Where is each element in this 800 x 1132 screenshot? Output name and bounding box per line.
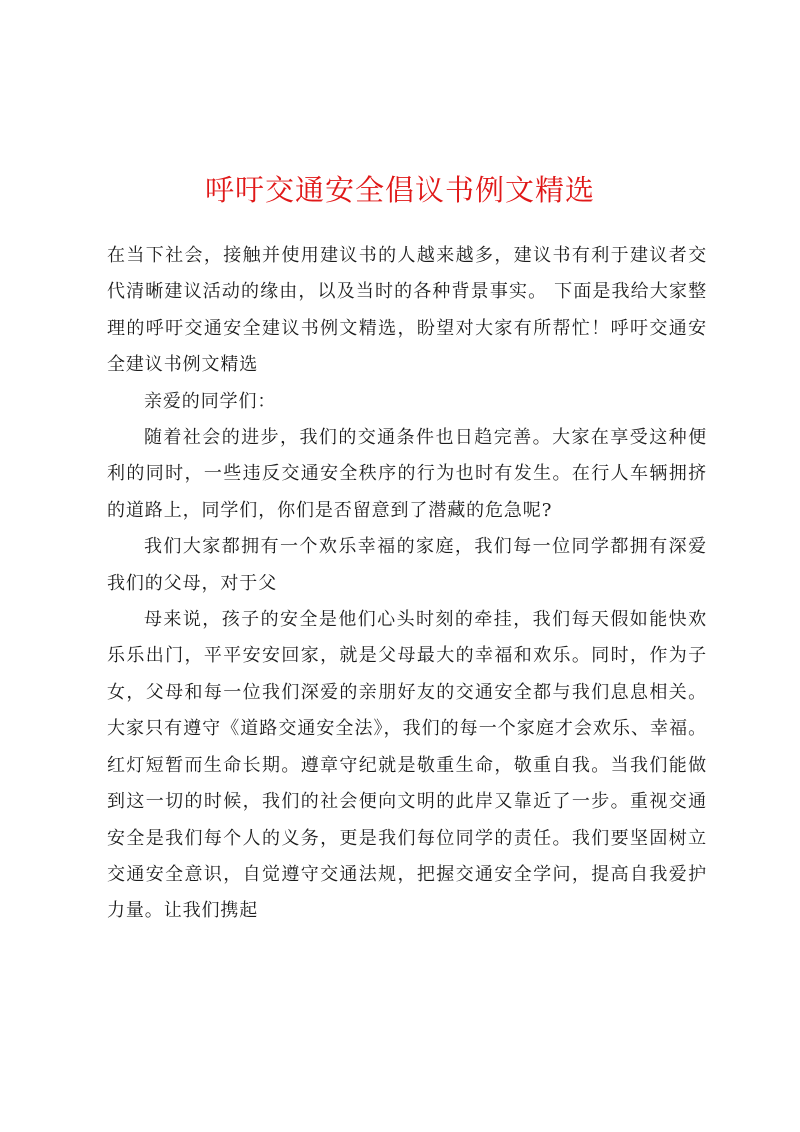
document-body (107, 238, 707, 930)
intro-paragraph: 在当下社会，接触并使用建议书的人越来越多，建议书有利于建议者交代清晰建议活动的缘由，以及当时的各种背景事实。 下面是我给大家整理的呼吁交通安全建议书例文精选，盼望对大家有所帮忙！呼吁交通安全建议书例文精选 (107, 245, 707, 376)
body-paragraph-1: 随着社会的进步，我们的交通条件也日趋完善。大家在享受这种便利的同时，一些违反交通安全秩序的行为也时有发生。在行人车辆拥挤的道路上，同学们，你们是否留意到了潜藏的危急呢? (107, 427, 707, 521)
document-title: 呼吁交通安全倡议书例文精选 (204, 173, 595, 207)
body-paragraph-2: 我们大家都拥有一个欢乐幸福的家庭，我们每一位同学都拥有深爱我们的父母，对于父 (107, 536, 707, 594)
salutation: 亲爱的同学们： (144, 390, 277, 412)
body-paragraph-3: 母来说，孩子的安全是他们心头时刻的牵挂，我们每天假如能快欢乐乐出门，平平安安回家，就是父母最大的幸福和欢乐。同时，作为子女，父母和每一位我们深爱的亲朋好友的交通安全都与我们息息相关。大家只有遵守《道路交通安全法》，我们的每一个家庭才会欢乐、幸福。红灯短暂而生命长期。遵章守纪就是敬重生命，敬重自我。当我们能做到这一切的时候，我们的社会便向文明的此岸又靠近了一步。重视交通安全是我们每个人的义务，更是我们每位同学的责任。我们要坚固树立交通安全意识，自觉遵守交通法规，把握交通安全学问，提高自我爱护力量。让我们携起 (107, 609, 707, 922)
